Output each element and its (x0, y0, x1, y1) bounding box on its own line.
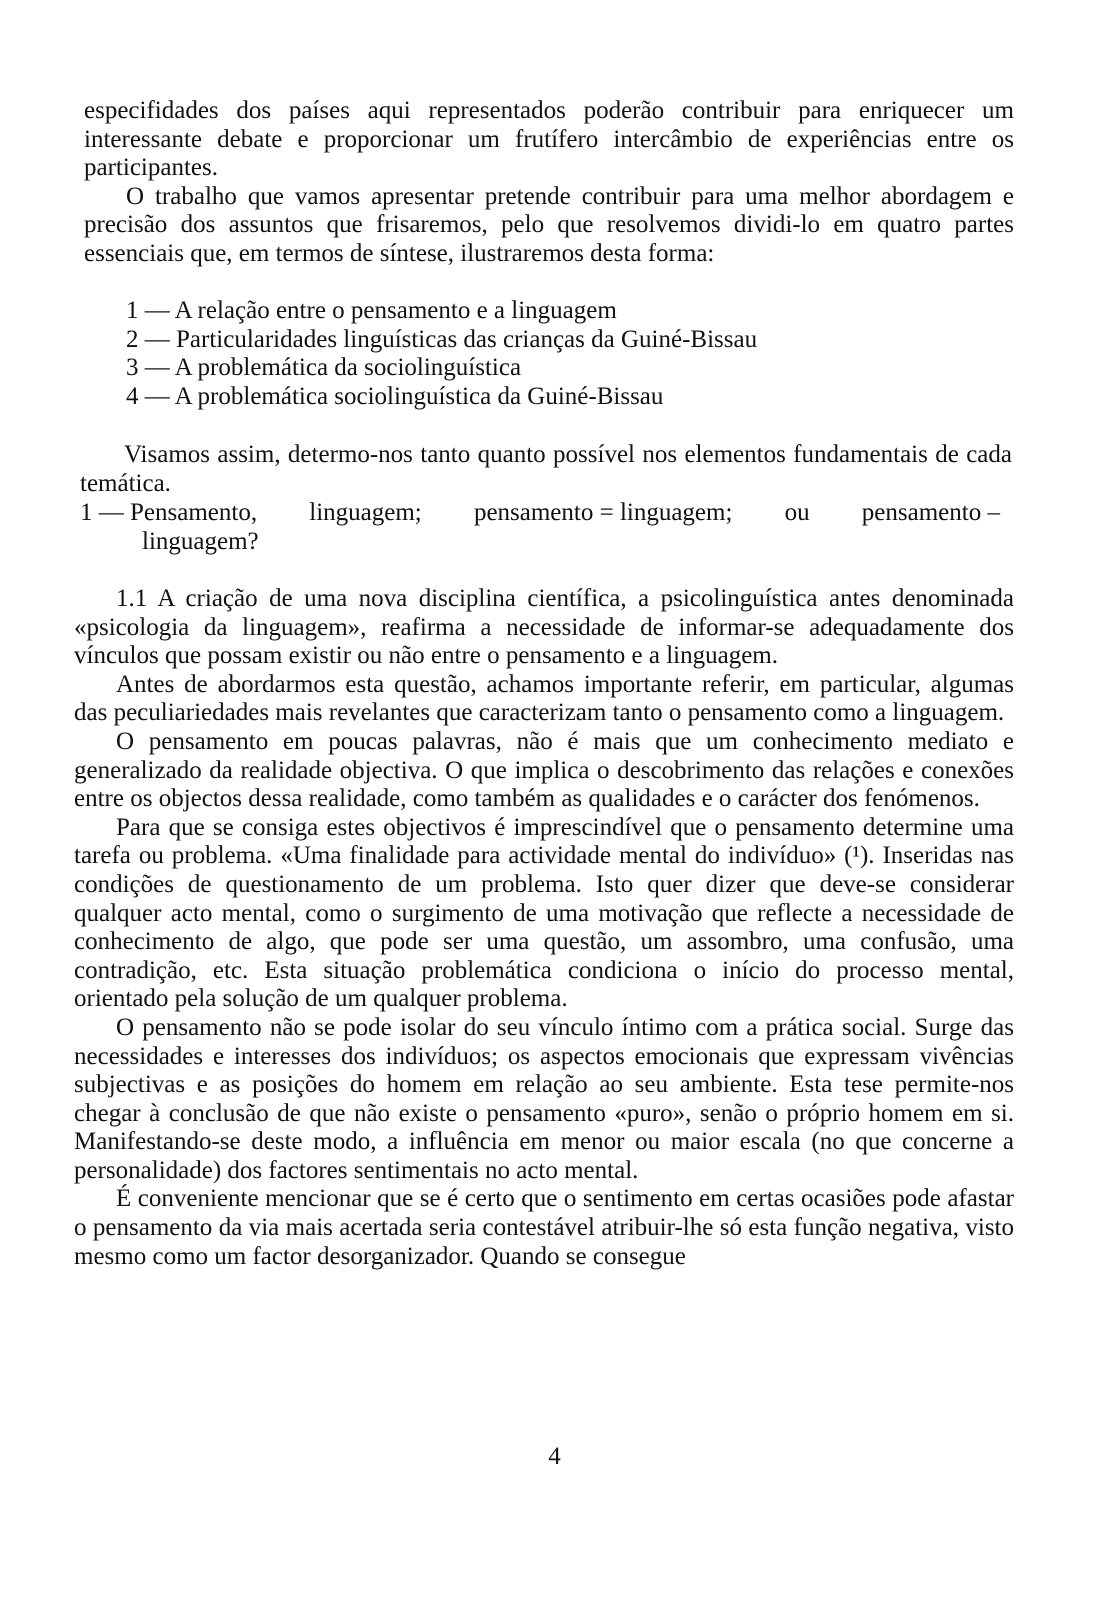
intro-paragraph-2: O trabalho que vamos apresentar pretende contribuir para uma melhor abordagem e precisão dos assuntos que frisaremos, pelo que resolvemos dividi-lo em quatro partes essenciais que, em termos de síntese, ilustraremos desta forma: (84, 182, 1014, 267)
section-heading (80, 499, 1000, 556)
topics-list (126, 297, 926, 411)
body-section (74, 585, 1014, 1271)
body-paragraph: 1.1 A criação de uma nova disciplina científica, a psicolinguística antes denominada «psicologia da linguagem», reafirma a necessidade de informar-se adequadamente dos vínculos que possam existir ou não entre o pensamento e a linguagem. (74, 585, 1014, 670)
section-heading-line-2: linguagem? (142, 527, 259, 555)
list-item: 4 — A problemática sociolinguística da Guiné-Bissau (126, 382, 664, 410)
heading-part-d: pensamento – (861, 499, 1000, 526)
page-number: 4 (548, 1443, 561, 1470)
heading-part-c: ou (784, 499, 810, 526)
body-paragraph: É conveniente mencionar que se é certo que o sentimento em certas ocasiões pode afastar o pensamento da via mais acertada seria contestável atribuir-lhe só esta função negativa, visto mesmo como um factor desorganizador. Quando se consegue (74, 1185, 1014, 1270)
intro-paragraph-1: especifidades dos países aqui representados poderão contribuir para enriquecer um interessante debate e proporcionar um frutífero intercâmbio de experiências entre os participantes. (84, 97, 1014, 182)
list-item: 1 — A relação entre o pensamento e a linguagem (126, 297, 617, 324)
purpose-section (80, 441, 1012, 498)
body-paragraph: O pensamento não se pode isolar do seu vínculo íntimo com a prática social. Surge das necessidades e interesses dos indivíduos; os aspectos emocionais que expressam vivências subjectivas e as posições do homem em relação ao seu ambiente. Esta tese permite-nos chegar à conclusão de que não existe o pensamento «puro», senão o próprio homem em si. Manifestando-se deste modo, a influência em menor ou maior escala (no que concerne a personalidade) dos factores sentimentais no acto mental. (74, 1013, 1014, 1184)
heading-part-a: linguagem; (309, 499, 422, 526)
body-paragraph: Para que se consiga estes objectivos é imprescindível que o pensamento determine uma tarefa ou problema. «Uma finalidade para actividade mental do indivíduo» (¹). Inseridas nas condições de questionamento de um problema. Isto quer dizer que deve-se considerar qualquer acto mental, como o surgimento de uma motivação que reflecte a necessidade de conhecimento de algo, que pode ser uma questão, um assombro, uma confusão, uma contradição, etc. Esta situação problemática condiciona o início do processo mental, orientado pela solução de um qualquer problema. (74, 813, 1014, 1013)
purpose-paragraph: Visamos assim, determo-nos tanto quanto possível nos elementos fundamentais de cada temática. (80, 441, 1012, 497)
list-item: 3 — A problemática da sociolinguística (126, 354, 522, 382)
body-paragraph: O pensamento em poucas palavras, não é mais que um conhecimento mediato e generalizado da realidade objectiva. O que implica o descobrimento das relações e conexões entre os objectos dessa realidade, como também as qualidades e o carácter dos fenómenos. (74, 727, 1014, 813)
list-item: 2 — Particularidades linguísticas das crianças da Guiné-Bissau (126, 325, 758, 353)
heading-part-b: pensamento = linguagem; (473, 499, 733, 526)
section-heading-line-1 (80, 499, 1000, 528)
intro-section (84, 97, 1014, 269)
body-paragraph: Antes de abordarmos esta questão, achamos importante referir, em particular, algumas das peculiariedades mais revelantes que caracterizam tanto o pensamento como a linguagem. (74, 670, 1014, 727)
heading-number: 1 — Pensamento, (80, 499, 258, 526)
